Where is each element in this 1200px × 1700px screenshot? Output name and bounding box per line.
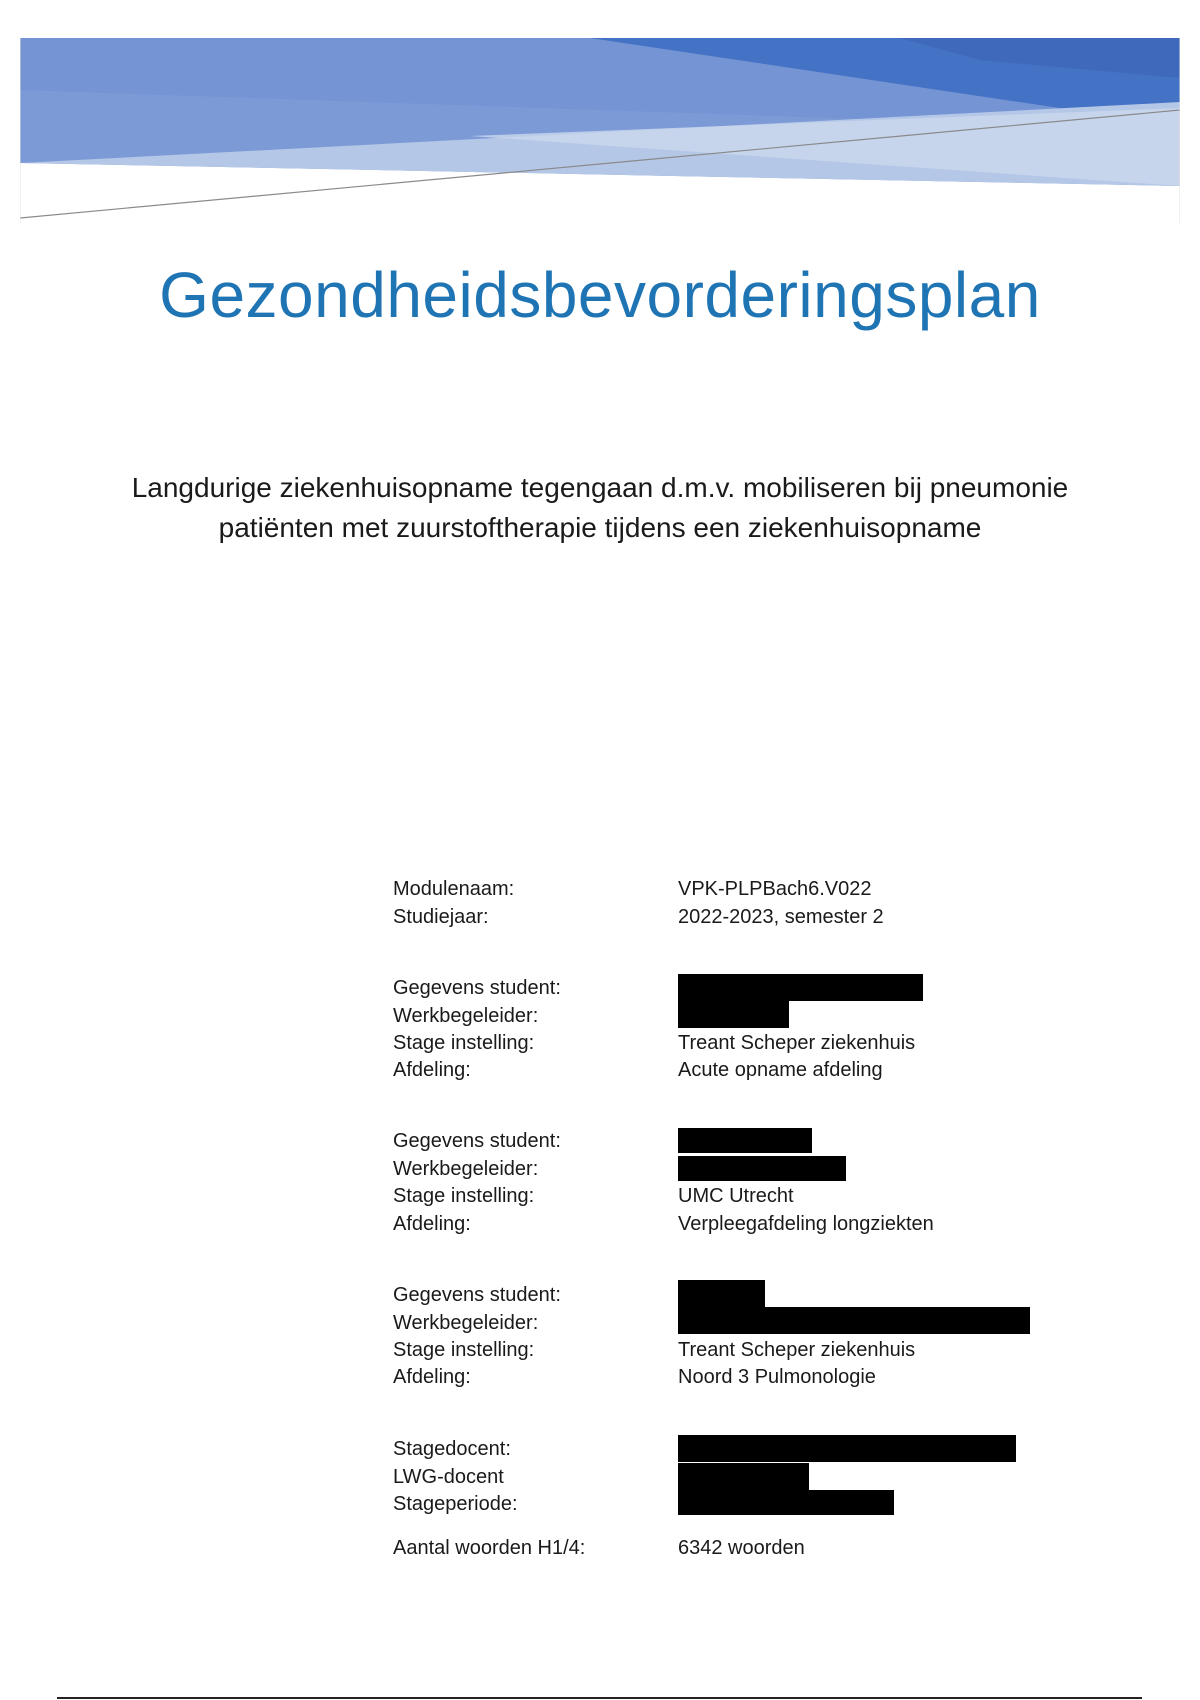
- studiejaar-label: Studiejaar:: [393, 906, 489, 928]
- afdeling-label: Afdeling:: [393, 1366, 471, 1388]
- stage-label: Stage instelling:: [393, 1032, 535, 1054]
- werkbegeleider-label: Werkbegeleider:: [393, 1312, 539, 1334]
- lwg-docent-label: LWG-docent: [393, 1466, 504, 1488]
- redaction-bar: [678, 974, 923, 1001]
- footer-divider: [57, 1697, 1142, 1699]
- redaction-bar: [678, 1463, 809, 1490]
- afdeling-row: [393, 1211, 1093, 1237]
- redaction-bar: [678, 1307, 1030, 1334]
- stage-value: UMC Utrecht: [678, 1185, 794, 1207]
- stage-row: [393, 1337, 1093, 1363]
- wordcount-value: 6342 woorden: [678, 1537, 805, 1559]
- wordcount-row: [393, 1535, 1093, 1561]
- afdeling-value: Verpleegafdeling longziekten: [678, 1213, 934, 1235]
- wordcount-label: Aantal woorden H1/4:: [393, 1537, 586, 1559]
- studiejaar-value: 2022-2023, semester 2: [678, 906, 884, 928]
- modulenaam-value: VPK-PLPBach6.V022: [678, 878, 872, 900]
- afdeling-label: Afdeling:: [393, 1213, 471, 1235]
- redaction-bar: [678, 1435, 1016, 1462]
- stagedocent-label: Stagedocent:: [393, 1438, 511, 1460]
- afdeling-row: [393, 1057, 1093, 1083]
- afdeling-value: Acute opname afdeling: [678, 1059, 883, 1081]
- student-label: Gegevens student:: [393, 1130, 561, 1152]
- afdeling-row: [393, 1364, 1093, 1390]
- stage-label: Stage instelling:: [393, 1185, 535, 1207]
- werkbegeleider-label: Werkbegeleider:: [393, 1158, 539, 1180]
- stage-value: Treant Scheper ziekenhuis: [678, 1339, 916, 1361]
- subtitle-line: Langdurige ziekenhuisopname tegengaan d.m.v. mobiliseren bij pneumonie: [131, 472, 1069, 503]
- header-wave-graphic: [20, 38, 1180, 223]
- document-title: Gezondheidsbevorderingsplan: [159, 259, 1041, 331]
- afdeling-label: Afdeling:: [393, 1059, 471, 1081]
- stage-value: Treant Scheper ziekenhuis: [678, 1032, 916, 1054]
- document-subtitle: [100, 468, 1100, 548]
- student-label: Gegevens student:: [393, 1284, 561, 1306]
- stage-label: Stage instelling:: [393, 1339, 535, 1361]
- stage-row: [393, 1183, 1093, 1209]
- student-label: Gegevens student:: [393, 977, 561, 999]
- stage-row: [393, 1030, 1093, 1056]
- header-banner: [20, 38, 1180, 223]
- modulenaam-label: Modulenaam:: [393, 878, 515, 900]
- studiejaar-row: [393, 904, 1093, 930]
- redaction-bar: [678, 1156, 846, 1181]
- stageperiode-label: Stageperiode:: [393, 1493, 518, 1515]
- modulenaam-row: [393, 876, 1093, 902]
- afdeling-value: Noord 3 Pulmonologie: [678, 1366, 876, 1388]
- redaction-bar: [678, 1280, 765, 1307]
- werkbegeleider-label: Werkbegeleider:: [393, 1005, 539, 1027]
- subtitle-line: patiënten met zuurstoftherapie tijdens een ziekenhuisopname: [218, 512, 982, 543]
- redaction-bar: [678, 1128, 812, 1153]
- redaction-bar: [678, 1001, 789, 1028]
- redaction-bar: [678, 1490, 894, 1515]
